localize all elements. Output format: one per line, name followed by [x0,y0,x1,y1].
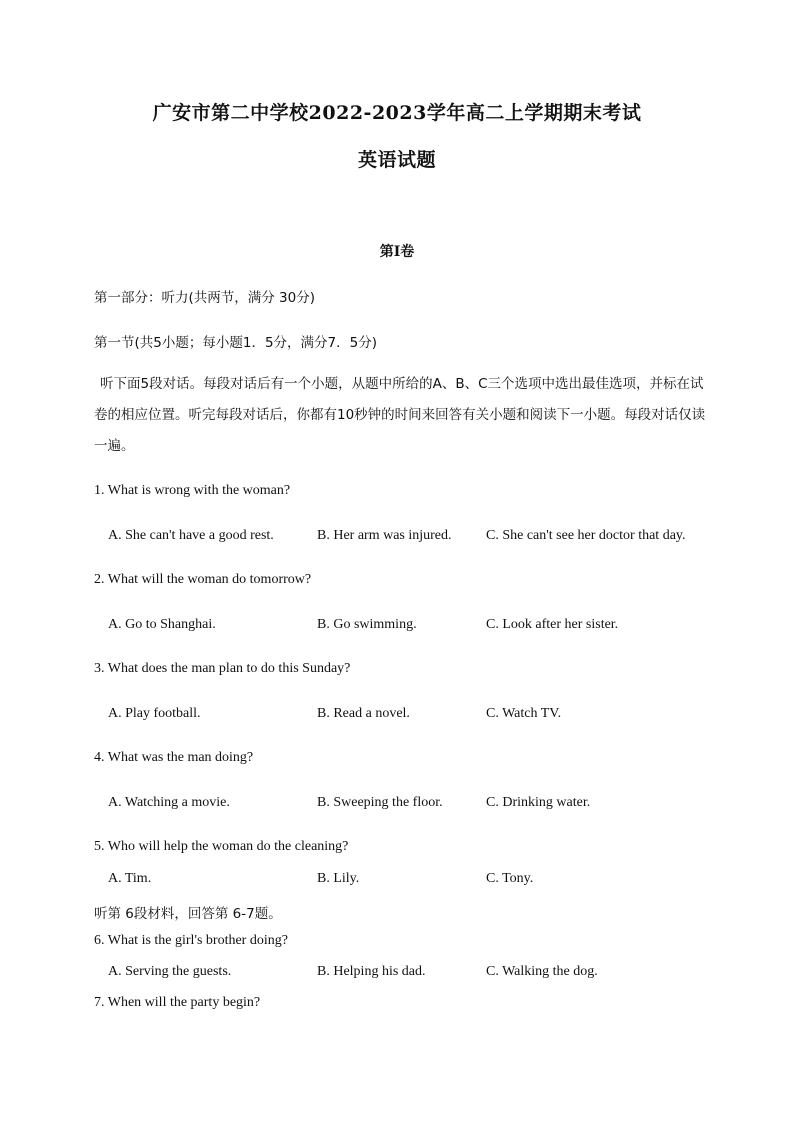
subsection-heading: 第一节(共5小题；每小题1．5分，满分7．5分) [94,335,377,351]
option-a: A. Serving the guests. [108,964,232,979]
option-a: A. She can't have a good rest. [108,528,274,543]
question-stem: 6. What is the girl's brother doing? [94,933,288,948]
option-b: B. Helping his dad. [317,964,426,979]
volume-heading: 第I卷 [379,244,415,260]
option-c: C. Walking the dog. [486,964,598,979]
question-stem: 2. What will the woman do tomorrow? [94,572,312,587]
question-stem: 1. What is wrong with the woman? [94,483,291,498]
option-c: C. Drinking water. [486,795,591,810]
question-stem: 5. Who will help the woman do the cleaning? [94,839,349,854]
listening-instructions: 听下面5段对话。每段对话后有一个小题，从题中所给的A、B、C三个选项中选出最佳选项，并标在试卷的相应位置。听完每段对话后，你都有10秒钟的时间来回答有关小题和阅读下一小题。每段对话仅读一遍。 [94,376,706,454]
exam-subtitle: 英语试题 [357,149,436,171]
option-b: B. Sweeping the floor. [317,795,443,810]
passage-note: 听第 6段材料，回答第 6-7题。 [94,906,282,922]
option-c: C. Watch TV. [486,706,562,721]
option-a: A. Tim. [108,871,152,886]
question-stem: 4. What was the man doing? [94,750,254,765]
option-b: B. Read a novel. [317,706,410,721]
question-stem: 7. When will the party begin? [94,995,261,1010]
option-b: B. Her arm was injured. [317,528,452,543]
option-a: A. Go to Shanghai. [108,617,216,632]
option-c: C. Look after her sister. [486,617,619,632]
exam-title: 广安市第二中学校2022-2023学年高二上学期期末考试 [152,102,642,124]
option-b: B. Lily. [317,871,360,886]
option-b: B. Go swimming. [317,617,417,632]
option-c: C. Tony. [486,871,534,886]
option-a: A. Watching a movie. [108,795,230,810]
part-heading: 第一部分：听力(共两节，满分 30分) [94,290,316,306]
option-a: A. Play football. [108,706,201,721]
option-c: C. She can't see her doctor that day. [486,528,686,543]
question-stem: 3. What does the man plan to do this Sunday? [94,661,351,676]
